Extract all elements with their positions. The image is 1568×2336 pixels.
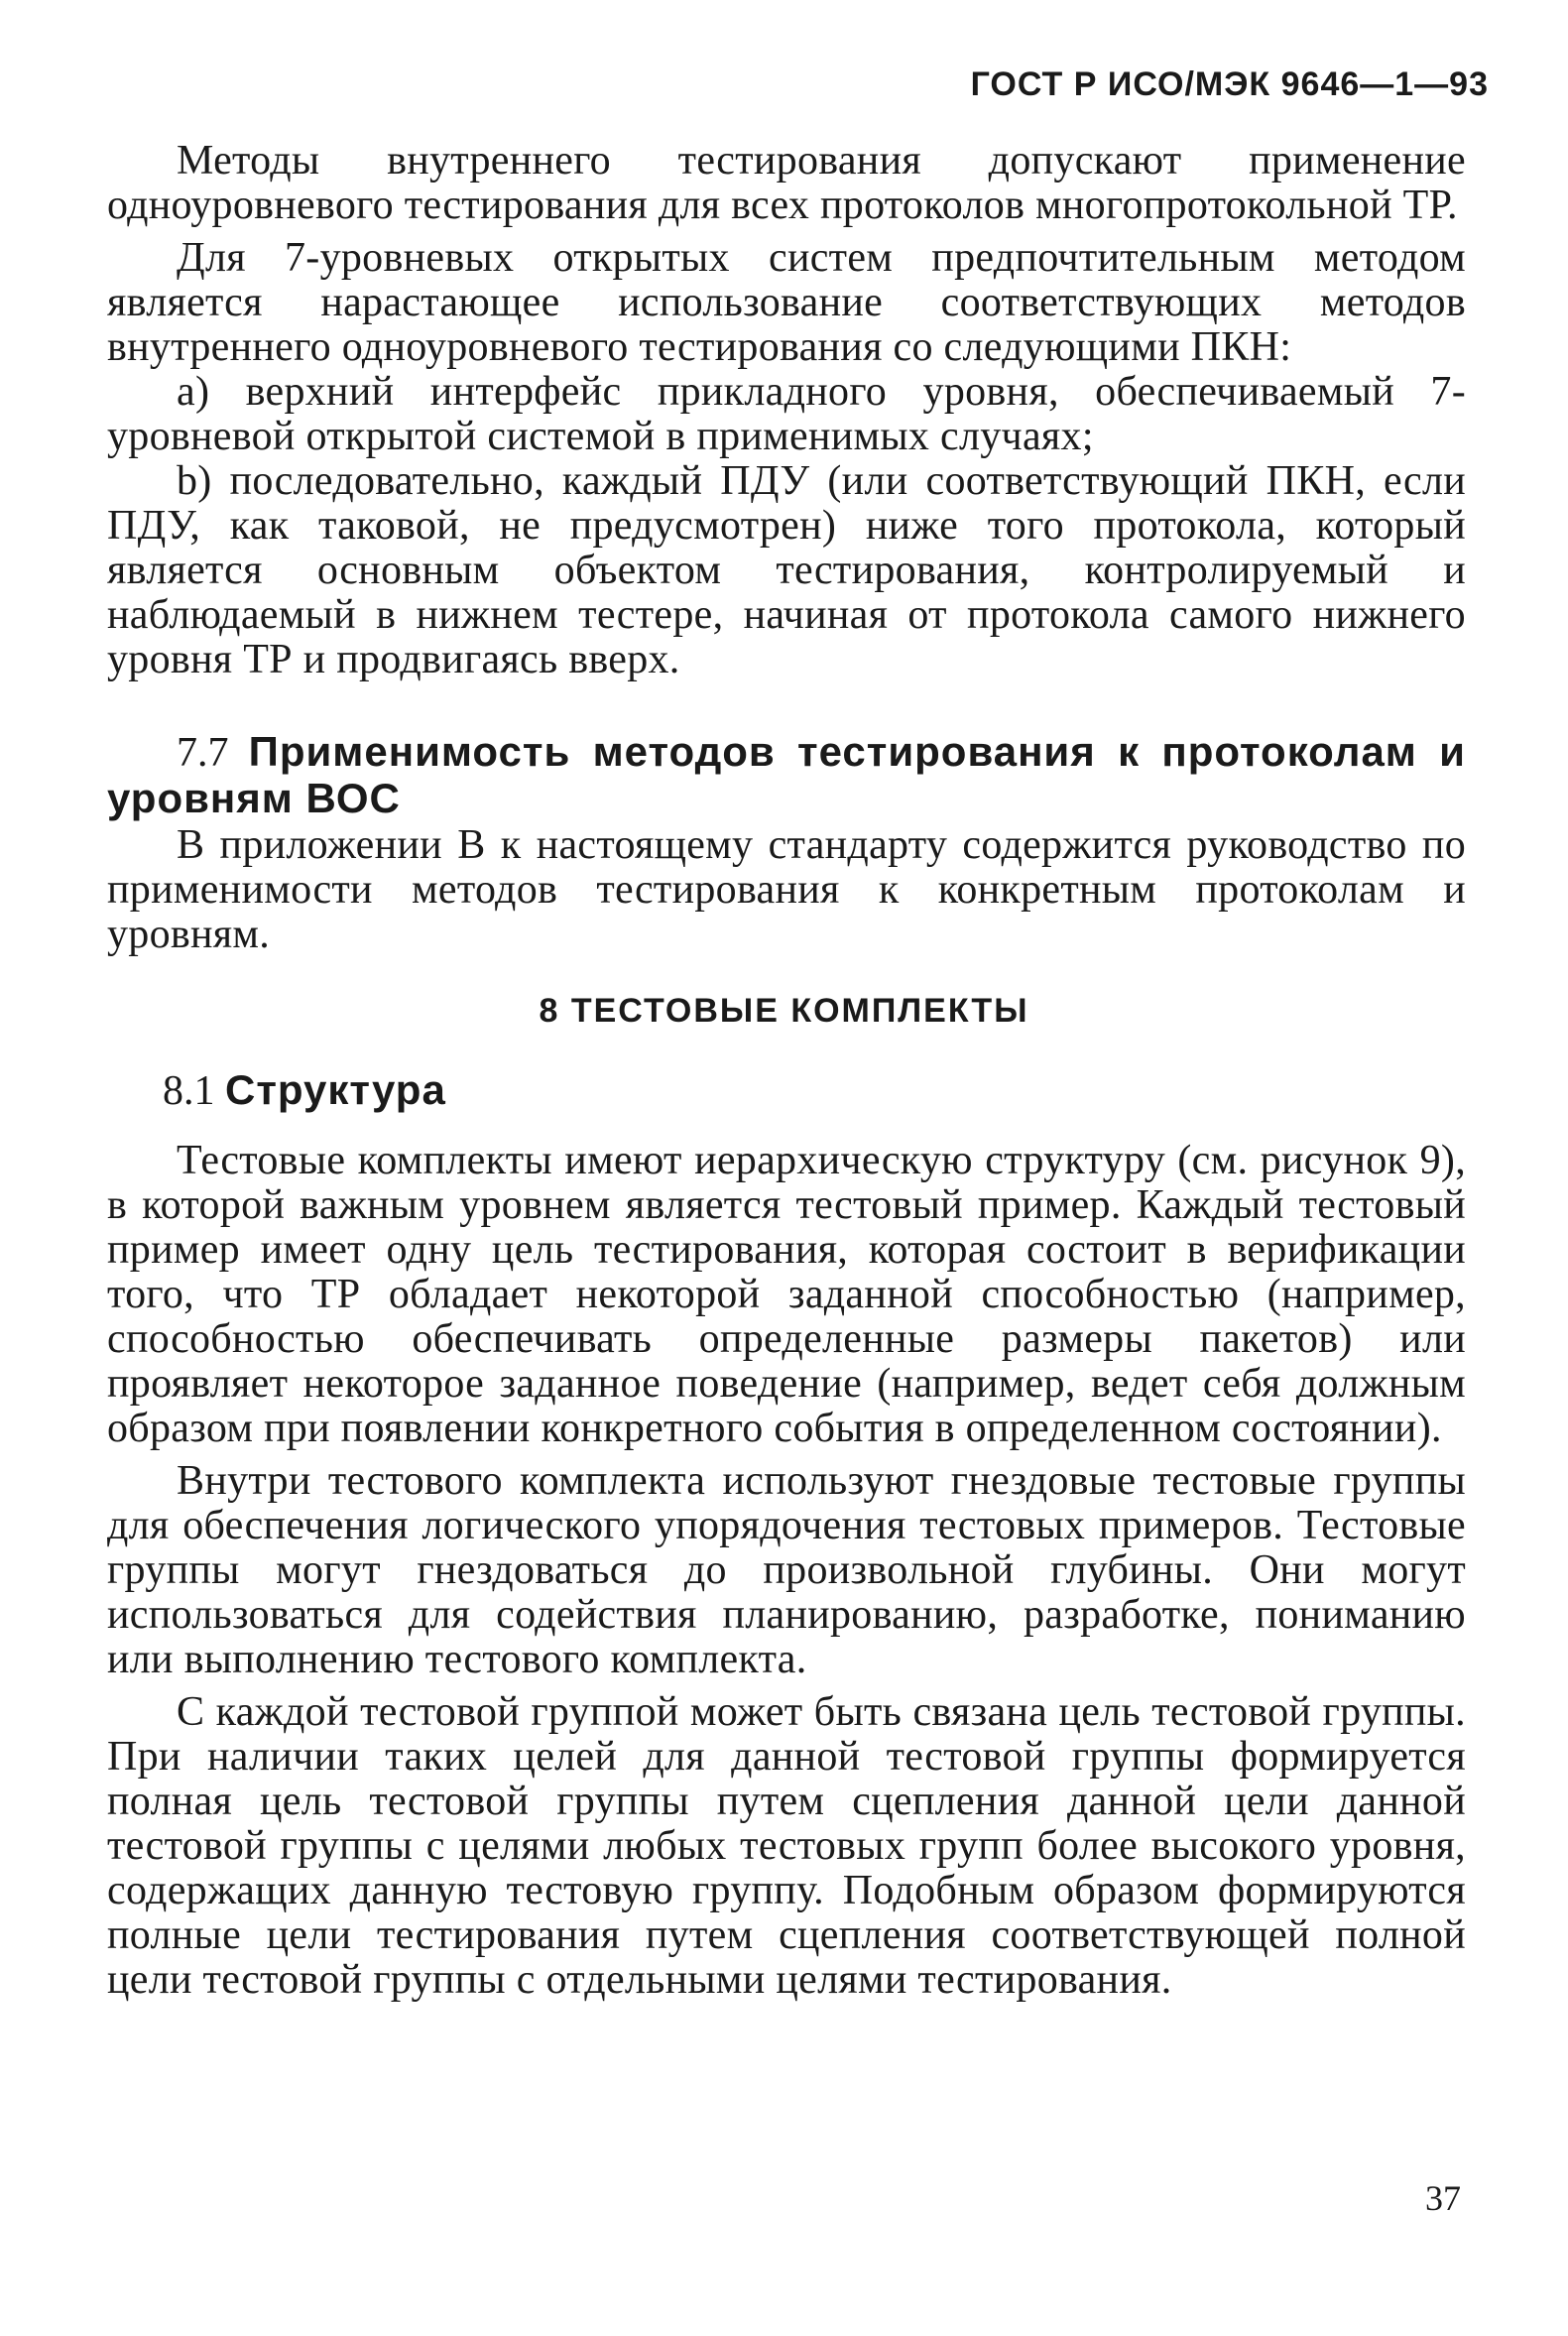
section-7-7-heading bbox=[107, 729, 1466, 822]
list-item-b: b) последовательно, каждый ПДУ (или соответствующий ПКН, если ПДУ, как таковой, не предусмотрен) ниже того протокола, который является основным объектом тестирования, контролируемый и наблюдаемый в нижнем тестере, начиная от протокола самого нижнего уровня ТР и продвигаясь вверх. bbox=[107, 458, 1466, 682]
section-number: 7.7 bbox=[177, 730, 229, 776]
document-header-code: ГОСТ Р ИСО/МЭК 9646—1—93 bbox=[970, 65, 1489, 103]
section-7-7-text-block bbox=[107, 823, 1466, 957]
section-title: Структура bbox=[225, 1066, 446, 1113]
section-8-1-heading bbox=[163, 1066, 446, 1115]
paragraph-test-group-objectives: С каждой тестовой группой может быть связана цель тестовой группы. При наличии таких целей для данной тестовой группы формируется полная цель тестовой группы путем сцепления данной цели данной тестовой группы с целями любых тестовых групп более высокого уровня, содержащих данную тестовую группу. Подобным образом формируются полные цели тестирования путем сцепления соответствующей полной цели тестовой группы с отдельными целями тестирования. bbox=[107, 1689, 1466, 2003]
section-title: Применимость методов тестирования к протоколам и уровням ВОС bbox=[107, 728, 1466, 821]
paragraph-seven-layer-systems: Для 7-уровневых открытых систем предпочтительным методом является нарастающее использование соответствующих методов внутреннего одноуровневого тестирования со следующими ПКН: bbox=[107, 235, 1466, 370]
chapter-8-title: 8 ТЕСТОВЫЕ КОМПЛЕКТЫ bbox=[539, 992, 1029, 1030]
paragraph-test-suite-structure: Тестовые комплекты имеют иерархическую структуру (см. рисунок 9), в которой важным уровнем является тестовый пример. Каждый тестовый пример имеет одну цель тестирования, которая состоит в верификации того, что ТР обладает некоторой заданной способностью (например, способностью обеспечивать определенные размеры пакетов) или проявляет некоторое заданное поведение (например, ведет себя должным образом при появлении конкретного события в определенном состоянии). bbox=[107, 1138, 1466, 1451]
intro-text-block bbox=[107, 139, 1466, 682]
paragraph-annex-b: В приложении В к настоящему стандарту содержится руководство по применимости методов тестирования к конкретным протоколам и уровням. bbox=[107, 822, 1466, 957]
page-number: 37 bbox=[1425, 2178, 1461, 2218]
section-8-1-text-block bbox=[107, 1139, 1466, 2003]
paragraph-internal-methods: Методы внутреннего тестирования допускают применение одноуровневого тестирования для всех протоколов многопротокольной ТР. bbox=[107, 138, 1466, 228]
list-item-a: a) верхний интерфейс прикладного уровня, обеспечиваемый 7-уровневой открытой системой в применимых случаях; bbox=[107, 369, 1466, 459]
paragraph-test-groups: Внутри тестового комплекта используют гнездовые тестовые группы для обеспечения логического упорядочения тестовых примеров. Тестовые группы могут гнездоваться до произвольной глубины. Они могут использоваться для содействия планированию, разработке, пониманию или выполнению тестового комплекта. bbox=[107, 1458, 1466, 1682]
section-number: 8.1 bbox=[163, 1068, 215, 1114]
